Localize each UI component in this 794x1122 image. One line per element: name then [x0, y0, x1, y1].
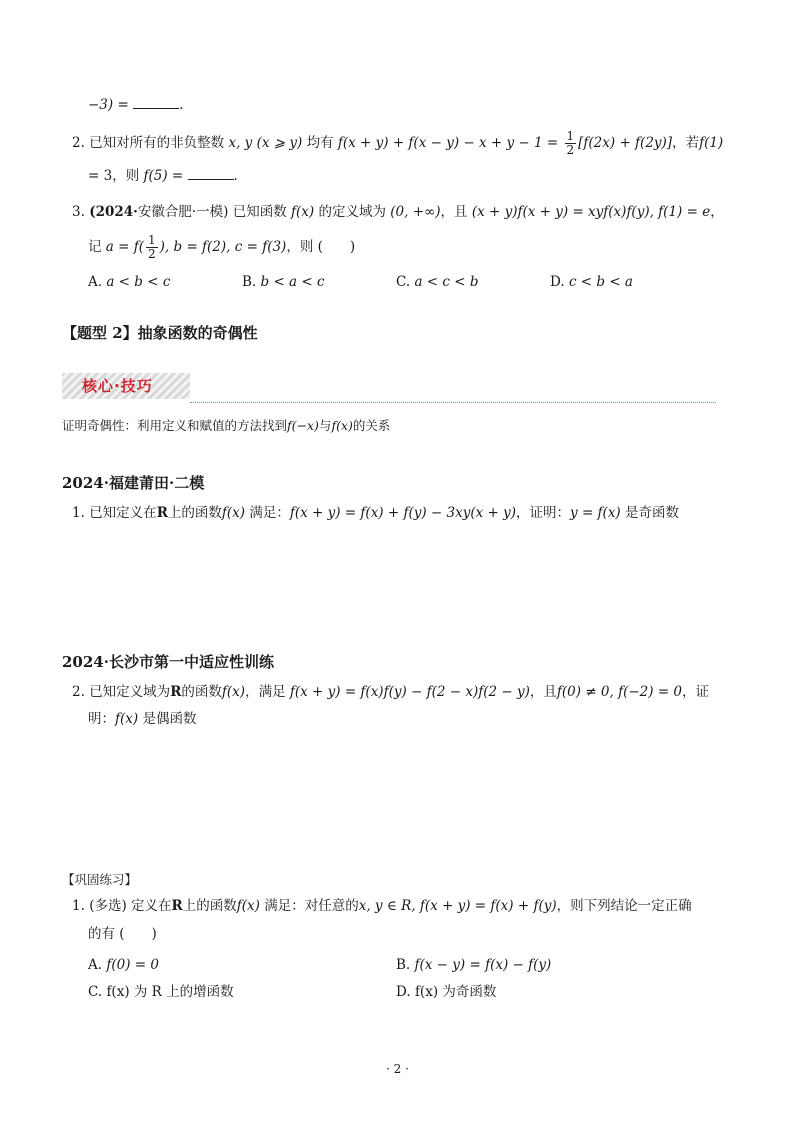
option-text: f(x) 为 R 上的增函数: [106, 984, 234, 1000]
question-source-year: (2024·: [89, 204, 138, 220]
question-source: 安徽合肥·一模): [137, 204, 229, 220]
option-b[interactable]: [242, 272, 325, 292]
option-text: a < b < c: [106, 274, 171, 290]
practice-heading: 【巩固练习】: [62, 872, 138, 887]
question-text: 已知函数: [232, 204, 287, 220]
option-label: C.: [88, 984, 103, 1000]
continuation-text: −3) =: [88, 97, 134, 113]
tip-text-part: 的关系: [352, 418, 391, 433]
question-text: ，则 ( ): [286, 239, 356, 255]
math-expression: (0, +∞): [390, 204, 441, 220]
question-text: ，且: [440, 204, 468, 220]
fraction: [565, 130, 577, 157]
practice-option-c[interactable]: [88, 982, 234, 1002]
section-title: 【题型 2】抽象函数的奇偶性: [62, 324, 258, 342]
practice-option-b[interactable]: [396, 955, 551, 975]
real-set-symbol: R: [171, 898, 183, 914]
answer-blank[interactable]: [133, 94, 179, 109]
practice-option-a[interactable]: [88, 955, 159, 975]
question-text: 明：: [88, 711, 115, 727]
practice-option-d[interactable]: [396, 982, 496, 1002]
real-set-symbol: R: [156, 505, 168, 521]
question-number: 1.: [72, 898, 85, 914]
tip-text: [62, 416, 390, 436]
option-a[interactable]: [88, 272, 170, 292]
question-text: ，证: [682, 684, 710, 700]
math-expression: (x + y)f(x + y) = xyf(x)f(y), f(1) = e: [471, 204, 711, 220]
math-expression: f(x): [291, 204, 315, 220]
page-number: · 2 ·: [386, 1062, 409, 1076]
fraction-denominator: 2: [148, 247, 156, 261]
math-expression: f(−x): [287, 418, 319, 433]
math-expression: f(0) ≠ 0, f(−2) = 0: [556, 684, 683, 700]
example-2-line-1: [72, 682, 709, 702]
math-expression: f(x + y) = f(x) + f(y) − 3xy(x + y): [289, 505, 517, 521]
option-label: C.: [396, 274, 411, 290]
question-number: 3.: [72, 204, 85, 220]
math-expression: a = f(: [105, 239, 145, 255]
math-expression: f(x): [331, 418, 353, 433]
option-text: c < b < a: [568, 274, 633, 290]
question-text: 的函数: [181, 684, 222, 700]
math-expression: ), b = f(2), c = f(3): [159, 239, 287, 255]
option-label: B.: [242, 274, 257, 290]
math-expression: y = f(x): [570, 505, 621, 521]
practice-question-line-1: [72, 896, 692, 916]
question-text: ，若: [672, 135, 700, 151]
math-expression: f(x): [115, 711, 139, 727]
fraction: [146, 234, 158, 261]
math-expression: f(x + y) = f(x)f(y) − f(2 − x)f(2 − y): [289, 684, 530, 700]
math-expression: f(x): [236, 898, 260, 914]
question-number: 2.: [72, 684, 85, 700]
math-expression: f(x): [221, 505, 246, 521]
question-text: 是偶函数: [142, 711, 197, 727]
option-label: D.: [550, 274, 565, 290]
real-set-symbol: R: [170, 684, 182, 700]
question-text: ，则下列结论一定正确: [556, 898, 692, 914]
option-label: A.: [88, 957, 103, 973]
option-label: A.: [88, 274, 103, 290]
question-text: ，证明：: [516, 505, 571, 521]
tip-divider: [190, 402, 716, 403]
example-2-line-2: [88, 709, 196, 729]
question-text: 已知定义在: [89, 505, 157, 521]
example-2-heading: 2024·长沙市第一中适应性训练: [62, 653, 274, 671]
fraction-denominator: 2: [566, 143, 575, 157]
math-expression: f(x): [221, 684, 246, 700]
question-text: ，且: [529, 684, 557, 700]
fraction-numerator: 1: [566, 129, 575, 143]
question-3-line-2: [88, 234, 355, 261]
option-text: f(x − y) = f(x) − f(y): [414, 957, 552, 973]
math-expression: x, y ∈ R, f(x + y) = f(x) + f(y): [358, 898, 557, 914]
tip-label: 核心·技巧: [82, 377, 153, 395]
question-text: 记: [88, 239, 102, 255]
fraction-numerator: 1: [148, 233, 156, 247]
example-1-line: [72, 503, 679, 523]
question-text: 已知对所有的非负整数: [89, 135, 225, 151]
option-text: f(0) = 0: [106, 957, 159, 973]
math-expression: [f(2x) + f(2y)]: [578, 135, 673, 151]
question-number: 1.: [72, 505, 85, 521]
option-text: b < a < c: [260, 274, 325, 290]
option-c[interactable]: [396, 272, 478, 292]
question-text: (多选) 定义在: [89, 898, 172, 914]
question-text: 上的函数: [167, 505, 222, 521]
question-text: ，满足: [245, 684, 286, 700]
question-text: 已知定义域为: [89, 684, 171, 700]
tip-text-part: 证明奇偶性：利用定义和赋值的方法找到: [62, 418, 288, 433]
question-text: 满足：: [249, 505, 290, 521]
practice-question-line-2: 的有 ( ): [88, 926, 157, 942]
question-text: 是奇函数: [625, 505, 679, 521]
question-3-line-1: 3. (2024·安徽合肥·一模) 已知函数 f(x) 的定义域为 (0, +∞)，且 (x + y)f(x + y) = xyf(x)f(y), f(1) = e，: [72, 204, 724, 220]
math-expression: f(x + y) + f(x − y) − x + y − 1 =: [337, 135, 559, 151]
option-label: D.: [396, 984, 411, 1000]
question-text: = 3，则: [88, 168, 140, 184]
option-label: B.: [396, 957, 411, 973]
option-text: a < c < b: [414, 274, 479, 290]
question-2-line-2: = 3，则 f(5) = .: [88, 165, 238, 186]
question-text: 上的函数: [182, 898, 237, 914]
math-expression: f(5) =: [143, 168, 184, 184]
option-text: f(x) 为奇函数: [414, 984, 497, 1000]
continuation-line: −3) = .: [88, 94, 183, 115]
math-expression: f(1): [699, 135, 724, 151]
question-2-line-1: [72, 130, 723, 157]
example-1-heading: 2024·福建莆田·二模: [62, 474, 205, 492]
tip-text-part: 与: [318, 418, 332, 433]
answer-blank[interactable]: [188, 165, 234, 180]
option-d[interactable]: [550, 272, 633, 292]
question-number: 2.: [72, 135, 85, 151]
question-text: 均有: [306, 135, 334, 151]
question-text: 的定义域为: [318, 204, 386, 220]
math-expression: x, y (x ⩾ y): [228, 135, 303, 151]
question-text: 满足：对任意的: [264, 898, 359, 914]
